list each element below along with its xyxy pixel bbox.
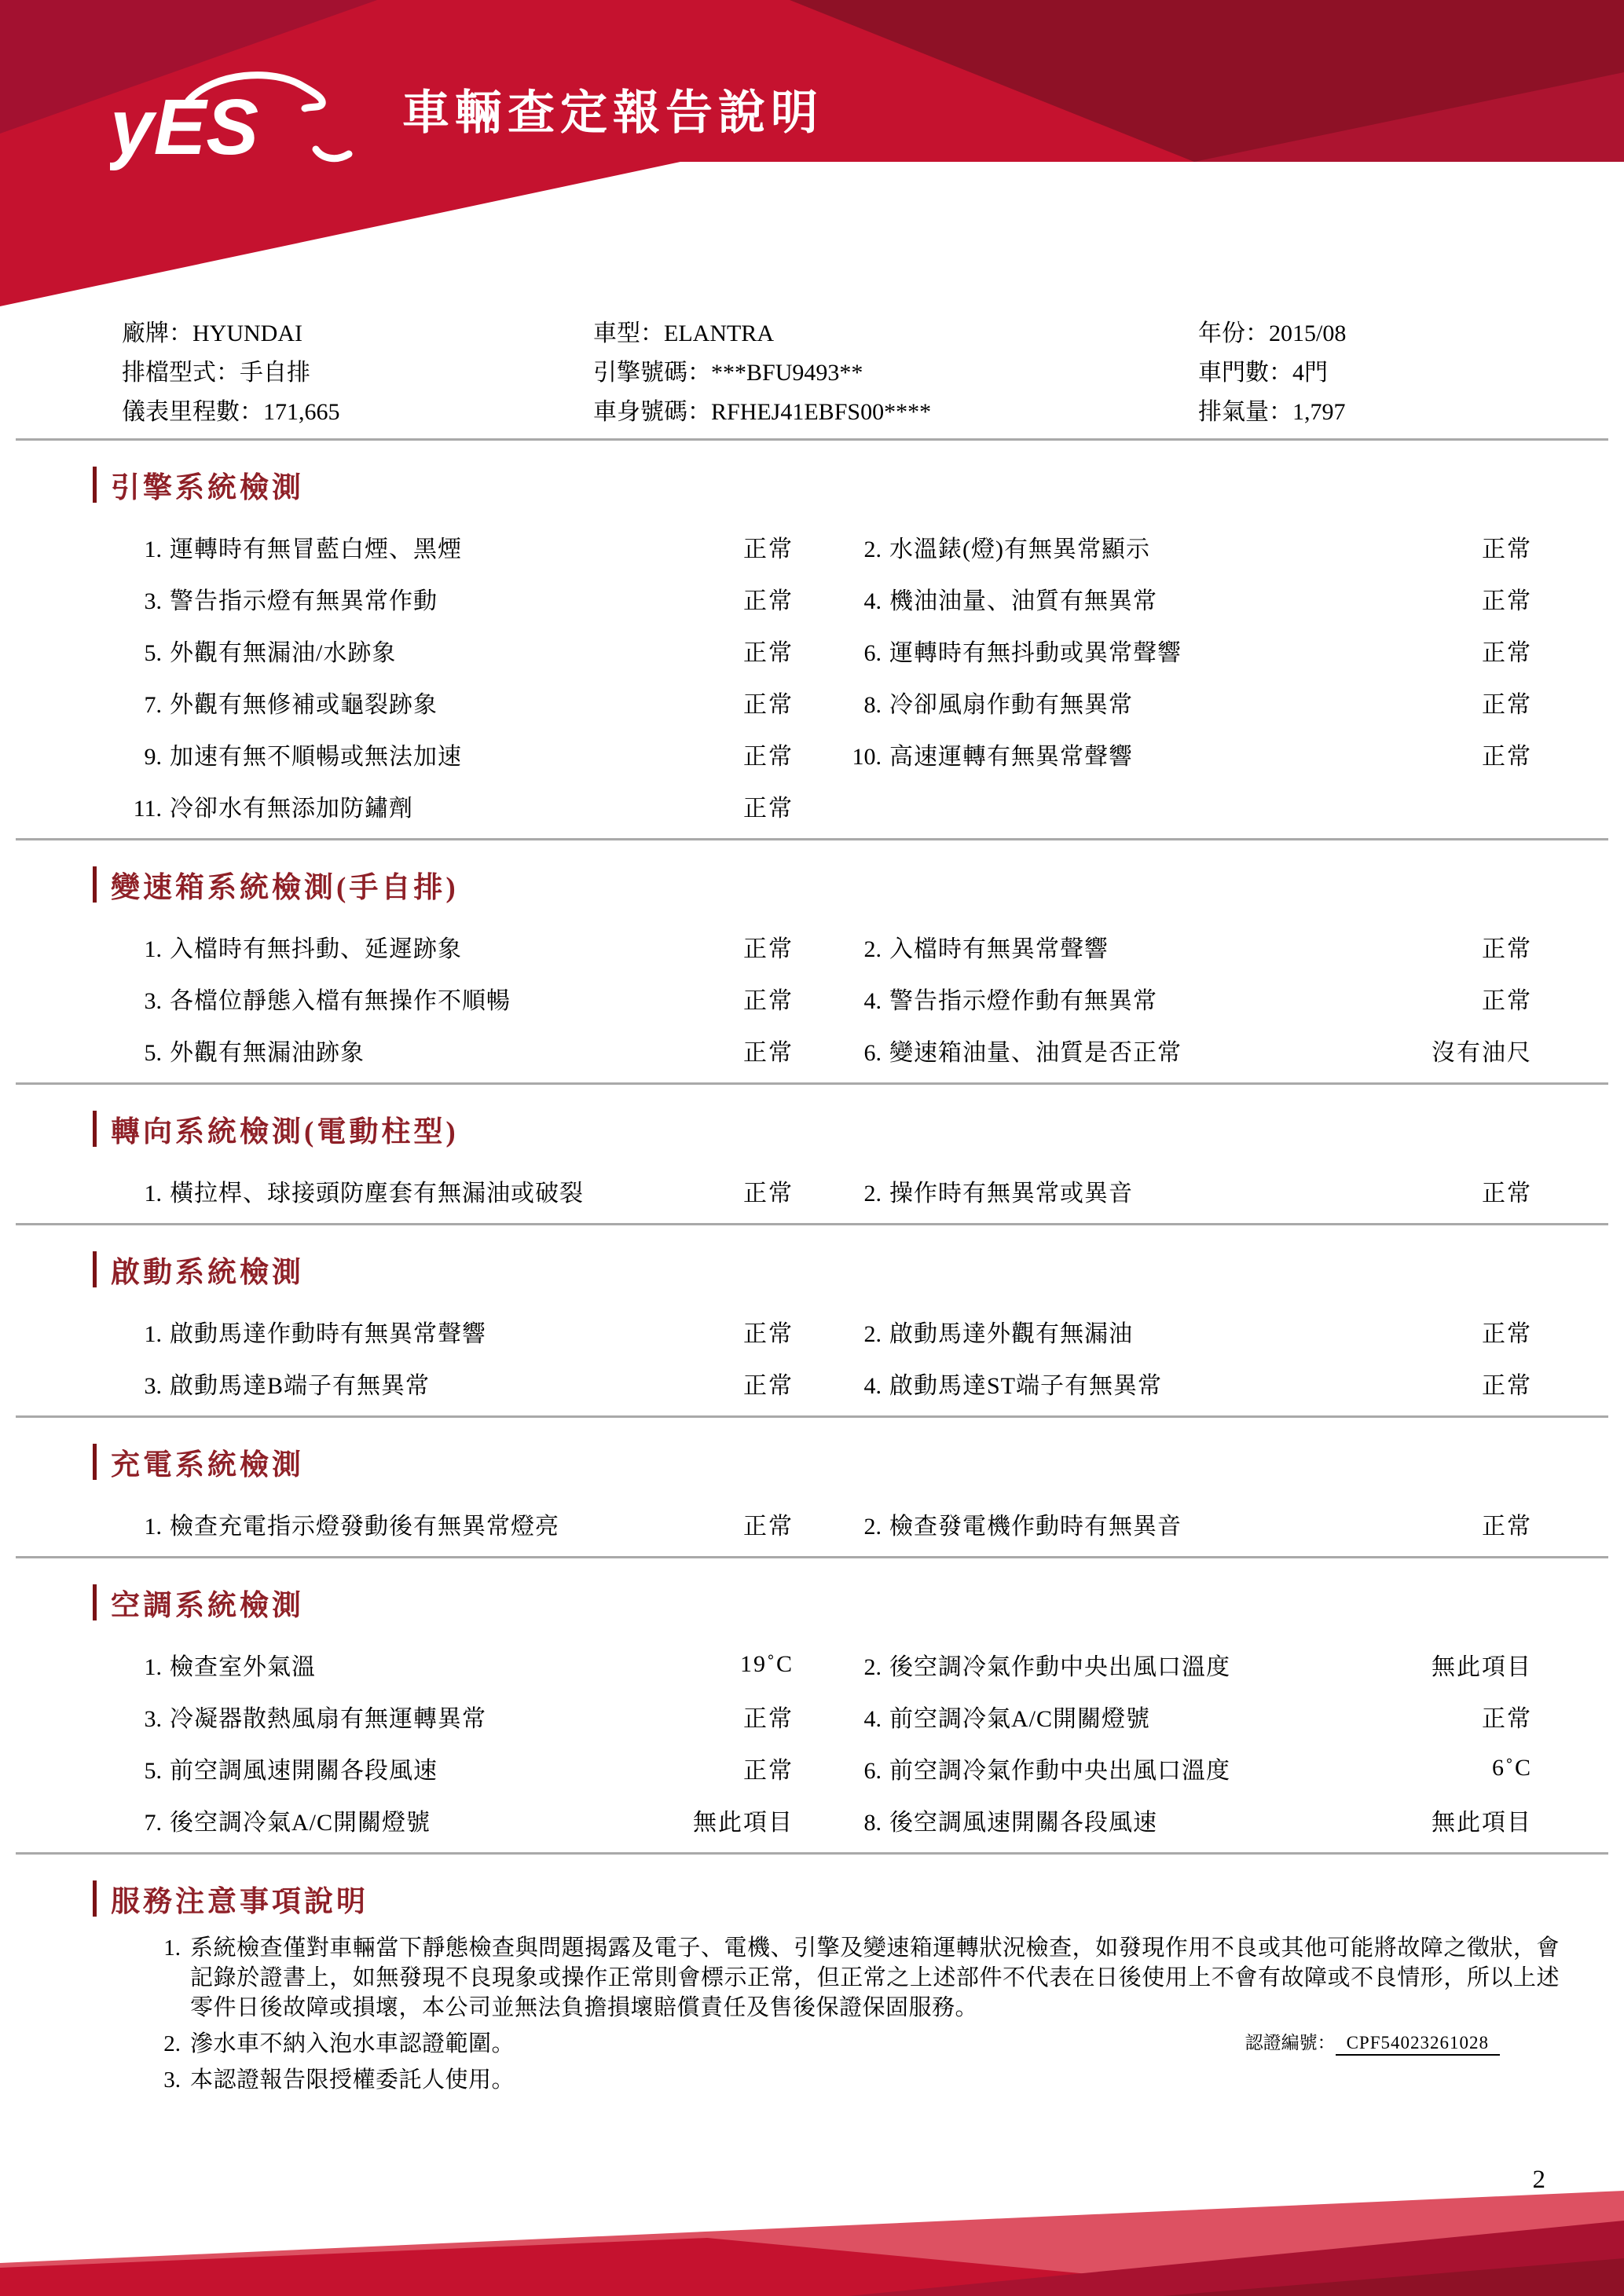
item-label: 冷卻水有無添加防鏽劑: [170, 796, 413, 822]
item-number: 5.: [144, 1040, 162, 1066]
note-text: 滲水車不納入泡水車認證範圍。: [190, 2031, 515, 2056]
section-bar-icon: [93, 1251, 97, 1287]
item-number: 1.: [144, 1181, 162, 1207]
inspection-row: [118, 521, 1532, 573]
item-number: 5.: [144, 1758, 162, 1784]
inspection-item: [838, 529, 1359, 564]
inspection-result: 正常: [743, 1514, 794, 1540]
section-2: [0, 861, 1624, 1076]
inspection-result: 正常: [1482, 1181, 1532, 1207]
inspection-result: 正常: [743, 1758, 794, 1784]
inspection-item: [838, 633, 1359, 668]
item-number: 2.: [863, 1181, 882, 1207]
notes-item: [118, 2029, 1560, 2059]
inspection-result: 正常: [1482, 1514, 1532, 1540]
inspection-item: [118, 529, 668, 564]
section-header: [93, 861, 1624, 908]
divider: [16, 1556, 1608, 1558]
section-title: 啟動系統檢測: [111, 1257, 304, 1289]
vehicle-info: [122, 314, 1577, 432]
inspection-result: 正常: [743, 692, 794, 718]
inspection-row: [118, 1357, 1532, 1409]
section-header: [93, 1246, 1624, 1293]
section-4: [0, 1246, 1624, 1409]
section-bar-icon: [93, 1880, 97, 1917]
item-label: 各檔位靜態入檔有無操作不順暢: [170, 988, 511, 1014]
section-bar-icon: [93, 467, 97, 503]
section-title: 空調系統檢測: [111, 1590, 304, 1622]
item-label: 外觀有無修補或龜裂跡象: [170, 692, 438, 718]
inspection-item: [118, 1366, 668, 1401]
section-3: [0, 1105, 1624, 1217]
item-number: 1.: [144, 1654, 162, 1680]
inspection-item: [838, 929, 1359, 964]
item-label: 冷凝器散熱風扇有無運轉異常: [170, 1706, 486, 1732]
inspection-result: 正常: [743, 1040, 794, 1066]
section-1: [0, 461, 1624, 832]
inspection-row: [118, 972, 1532, 1024]
inspection-result: 正常: [743, 536, 794, 562]
section-5: [0, 1438, 1624, 1550]
inspection-result: 無此項目: [1432, 1810, 1532, 1836]
section-items: [118, 1498, 1532, 1550]
item-label: 啟動馬達作動時有無異常聲響: [170, 1321, 486, 1347]
vehicle-info-cell: 車型：ELANTRA: [593, 320, 774, 346]
item-number: 4.: [863, 988, 882, 1014]
inspection-row: [118, 1690, 1532, 1742]
item-label: 高速運轉有無異常聲響: [889, 744, 1133, 770]
inspection-row: [118, 1794, 1532, 1846]
footer-graphic: [0, 2170, 1624, 2296]
item-label: 橫拉桿、球接頭防塵套有無漏油或破裂: [170, 1181, 584, 1207]
inspection-item: [118, 633, 668, 668]
item-number: 2.: [863, 536, 882, 562]
inspection-sections: [0, 461, 1624, 1855]
inspection-row: [118, 573, 1532, 624]
item-label: 前空調冷氣作動中央出風口溫度: [889, 1758, 1230, 1784]
item-number: 6.: [863, 1758, 882, 1784]
item-label: 檢查發電機作動時有無異音: [889, 1514, 1182, 1540]
inspection-item: [118, 1507, 668, 1541]
item-label: 後空調風速開關各段風速: [889, 1810, 1157, 1836]
item-label: 入檔時有無抖動、延遲跡象: [170, 936, 462, 962]
section-bar-icon: [93, 1444, 97, 1480]
inspection-result: 正常: [1482, 588, 1532, 614]
section-header: [93, 1105, 1624, 1152]
inspection-item: [118, 1647, 668, 1682]
item-number: 4.: [863, 1373, 882, 1399]
notes-header: [93, 1875, 1624, 1922]
section-items: [118, 921, 1532, 1076]
inspection-result: 無此項目: [693, 1810, 794, 1836]
item-label: 檢查充電指示燈發動後有無異常燈亮: [170, 1514, 559, 1540]
inspection-item: [838, 1314, 1359, 1349]
notes-item: [118, 2065, 1560, 2095]
item-number: 1.: [144, 1514, 162, 1540]
inspection-item: [838, 1803, 1359, 1837]
item-number: 5.: [144, 640, 162, 666]
section-header: [93, 1579, 1624, 1626]
item-label: 冷卻風扇作動有無異常: [889, 692, 1133, 718]
item-number: 1.: [144, 1321, 162, 1347]
inspection-result: 無此項目: [1432, 1654, 1532, 1680]
note-number: 3.: [163, 2067, 181, 2093]
item-number: 8.: [863, 1810, 882, 1836]
page-title: 車輛查定報告說明: [402, 86, 823, 139]
inspection-row: [118, 676, 1532, 728]
inspection-row: [118, 624, 1532, 676]
section-items: [118, 1305, 1532, 1409]
inspection-result: 正常: [1482, 640, 1532, 666]
divider: [16, 438, 1608, 441]
inspection-item: [838, 1033, 1359, 1067]
item-number: 7.: [144, 1810, 162, 1836]
item-label: 變速箱油量、油質是否正常: [889, 1040, 1182, 1066]
page-number: 2: [1532, 2166, 1545, 2194]
inspection-item: [118, 1174, 668, 1208]
inspection-result: 19˚C: [740, 1651, 794, 1677]
item-number: 1.: [144, 536, 162, 562]
item-label: 操作時有無異常或異音: [889, 1181, 1133, 1207]
vehicle-info-cell: 儀表里程數：171,665: [122, 399, 340, 425]
inspection-result: 正常: [743, 1321, 794, 1347]
inspection-row: [118, 1742, 1532, 1794]
vehicle-info-cell: 年份：2015/08: [1198, 320, 1347, 346]
inspection-item: [118, 581, 668, 616]
inspection-result: 正常: [1482, 1321, 1532, 1347]
inspection-item: [838, 1507, 1359, 1541]
item-number: 2.: [863, 1654, 882, 1680]
item-number: 8.: [863, 692, 882, 718]
vehicle-info-cell: 引擎號碼：***BFU9493**: [593, 360, 863, 386]
inspection-row: [118, 1165, 1532, 1217]
inspection-result: 正常: [743, 1181, 794, 1207]
inspection-item: [118, 981, 668, 1016]
inspection-item: [838, 581, 1359, 616]
note-number: 1.: [163, 1935, 181, 1961]
inspection-item: [118, 789, 668, 823]
inspection-item: [838, 1699, 1359, 1734]
note-text: 系統檢查僅對車輛當下靜態檢查與問題揭露及電子、電機、引擎及變速箱運轉狀況檢查，如發現作用不良或其他可能將故障之徵狀，會記錄於證書上，如無發現不良現象或操作正常則會標示正常，但正常之上述部件不代表在日後使用上不會有故障或不良情形，所以上述零件日後故障或損壞，本公司並無法負擔損壞賠償責任及售後保證保固服務。: [190, 1935, 1560, 2020]
inspection-result: 正常: [1482, 744, 1532, 770]
inspection-result: 正常: [743, 640, 794, 666]
section-header: [93, 461, 1624, 508]
inspection-result: 正常: [1482, 536, 1532, 562]
notes-title: 服務注意事項說明: [111, 1886, 368, 1918]
item-number: 2.: [863, 1321, 882, 1347]
notes-item: [118, 1933, 1560, 2023]
inspection-result: 正常: [1482, 692, 1532, 718]
item-label: 檢查室外氣溫: [170, 1654, 316, 1680]
item-number: 10.: [852, 744, 882, 770]
section-title: 變速箱系統檢測(手自排): [111, 872, 459, 904]
item-label: 啟動馬達B端子有無異常: [170, 1373, 431, 1399]
inspection-item: [118, 1751, 668, 1785]
certification-number: CPF54023261028: [1336, 2033, 1500, 2056]
inspection-item: [838, 981, 1359, 1016]
inspection-row: [118, 1024, 1532, 1076]
inspection-result: 正常: [743, 1706, 794, 1732]
item-label: 機油油量、油質有無異常: [889, 588, 1157, 614]
item-number: 3.: [144, 1706, 162, 1732]
inspection-row: [118, 1498, 1532, 1550]
inspection-row: [118, 1305, 1532, 1357]
vehicle-info-cell: 車門數：4門: [1198, 360, 1328, 386]
item-label: 前空調風速開關各段風速: [170, 1758, 438, 1784]
note-text: 本認證報告限授權委託人使用。: [190, 2067, 515, 2093]
inspection-result: 正常: [743, 588, 794, 614]
inspection-result: 正常: [743, 744, 794, 770]
inspection-item: [838, 737, 1359, 771]
inspection-result: 正常: [1482, 988, 1532, 1014]
item-label: 加速有無不順暢或無法加速: [170, 744, 462, 770]
inspection-item: [838, 1647, 1359, 1682]
inspection-result: 正常: [1482, 936, 1532, 962]
note-number: 2.: [163, 2031, 181, 2056]
section-header: [93, 1438, 1624, 1485]
section-items: [118, 521, 1532, 832]
item-number: 11.: [133, 796, 162, 822]
divider: [16, 1415, 1608, 1418]
vehicle-info-cell: 排氣量：1,797: [1198, 399, 1346, 425]
item-label: 水溫錶(燈)有無異常顯示: [889, 536, 1150, 562]
divider: [16, 1223, 1608, 1225]
item-label: 前空調冷氣A/C開關燈號: [889, 1706, 1151, 1732]
divider: [16, 1082, 1608, 1085]
item-number: 3.: [144, 588, 162, 614]
item-label: 警告指示燈有無異常作動: [170, 588, 438, 614]
item-number: 6.: [863, 1040, 882, 1066]
inspection-item: [838, 1751, 1359, 1785]
section-title: 充電系統檢測: [111, 1449, 304, 1481]
item-label: 入檔時有無異常聲響: [889, 936, 1109, 962]
inspection-result: 正常: [743, 936, 794, 962]
item-label: 運轉時有無冒藍白煙、黑煙: [170, 536, 462, 562]
item-label: 運轉時有無抖動或異常聲響: [889, 640, 1182, 666]
yes-logo-text: yES: [110, 83, 259, 171]
inspection-row: [118, 728, 1532, 780]
inspection-item: [838, 1366, 1359, 1401]
inspection-result: 正常: [743, 1373, 794, 1399]
inspection-item: [118, 1803, 668, 1837]
inspection-item: [838, 685, 1359, 720]
item-number: 7.: [144, 692, 162, 718]
inspection-item: [118, 929, 668, 964]
inspection-item: [118, 737, 668, 771]
vehicle-info-cell: 排檔型式：手自排: [122, 360, 310, 386]
section-6: [0, 1579, 1624, 1846]
divider: [16, 838, 1608, 840]
section-bar-icon: [93, 866, 97, 903]
certification-label: 認證編號：: [1245, 2033, 1336, 2052]
inspection-row: [118, 1639, 1532, 1690]
section-items: [118, 1165, 1532, 1217]
vehicle-info-cell: 車身號碼：RFHEJ41EBFS00****: [593, 399, 932, 425]
item-number: 6.: [863, 640, 882, 666]
section-title: 轉向系統檢測(電動柱型): [111, 1116, 459, 1148]
inspection-row: [118, 780, 1532, 832]
inspection-item: [118, 1699, 668, 1734]
item-label: 後空調冷氣作動中央出風口溫度: [889, 1654, 1230, 1680]
section-title: 引擎系統檢測: [111, 472, 304, 504]
inspection-result: 沒有油尺: [1432, 1040, 1532, 1066]
item-number: 3.: [144, 988, 162, 1014]
divider: [16, 1852, 1608, 1855]
inspection-item: [118, 1033, 668, 1067]
inspection-result: 正常: [1482, 1706, 1532, 1732]
section-bar-icon: [93, 1111, 97, 1147]
item-label: 啟動馬達外觀有無漏油: [889, 1321, 1133, 1347]
item-label: 外觀有無漏油跡象: [170, 1040, 365, 1066]
item-number: 4.: [863, 1706, 882, 1732]
inspection-item: [838, 1174, 1359, 1208]
inspection-item: [118, 685, 668, 720]
inspection-result: 6˚C: [1492, 1755, 1532, 1781]
inspection-result: 正常: [1482, 1373, 1532, 1399]
item-number: 2.: [863, 1514, 882, 1540]
section-notes: [0, 1875, 1624, 2095]
item-label: 警告指示燈作動有無異常: [889, 988, 1157, 1014]
item-number: 2.: [863, 936, 882, 962]
item-number: 1.: [144, 936, 162, 962]
item-label: 外觀有無漏油/水跡象: [170, 640, 397, 666]
inspection-row: [118, 921, 1532, 972]
inspection-item: [118, 1314, 668, 1349]
inspection-result: 正常: [743, 988, 794, 1014]
item-number: 4.: [863, 588, 882, 614]
item-label: 啟動馬達ST端子有無異常: [889, 1373, 1163, 1399]
section-bar-icon: [93, 1584, 97, 1620]
item-label: 後空調冷氣A/C開關燈號: [170, 1810, 431, 1836]
notes-body: [118, 1933, 1560, 2095]
vehicle-info-cell: 廠牌：HYUNDAI: [122, 320, 302, 346]
section-items: [118, 1639, 1532, 1846]
item-number: 9.: [144, 744, 162, 770]
item-number: 3.: [144, 1373, 162, 1399]
inspection-result: 正常: [743, 796, 794, 822]
